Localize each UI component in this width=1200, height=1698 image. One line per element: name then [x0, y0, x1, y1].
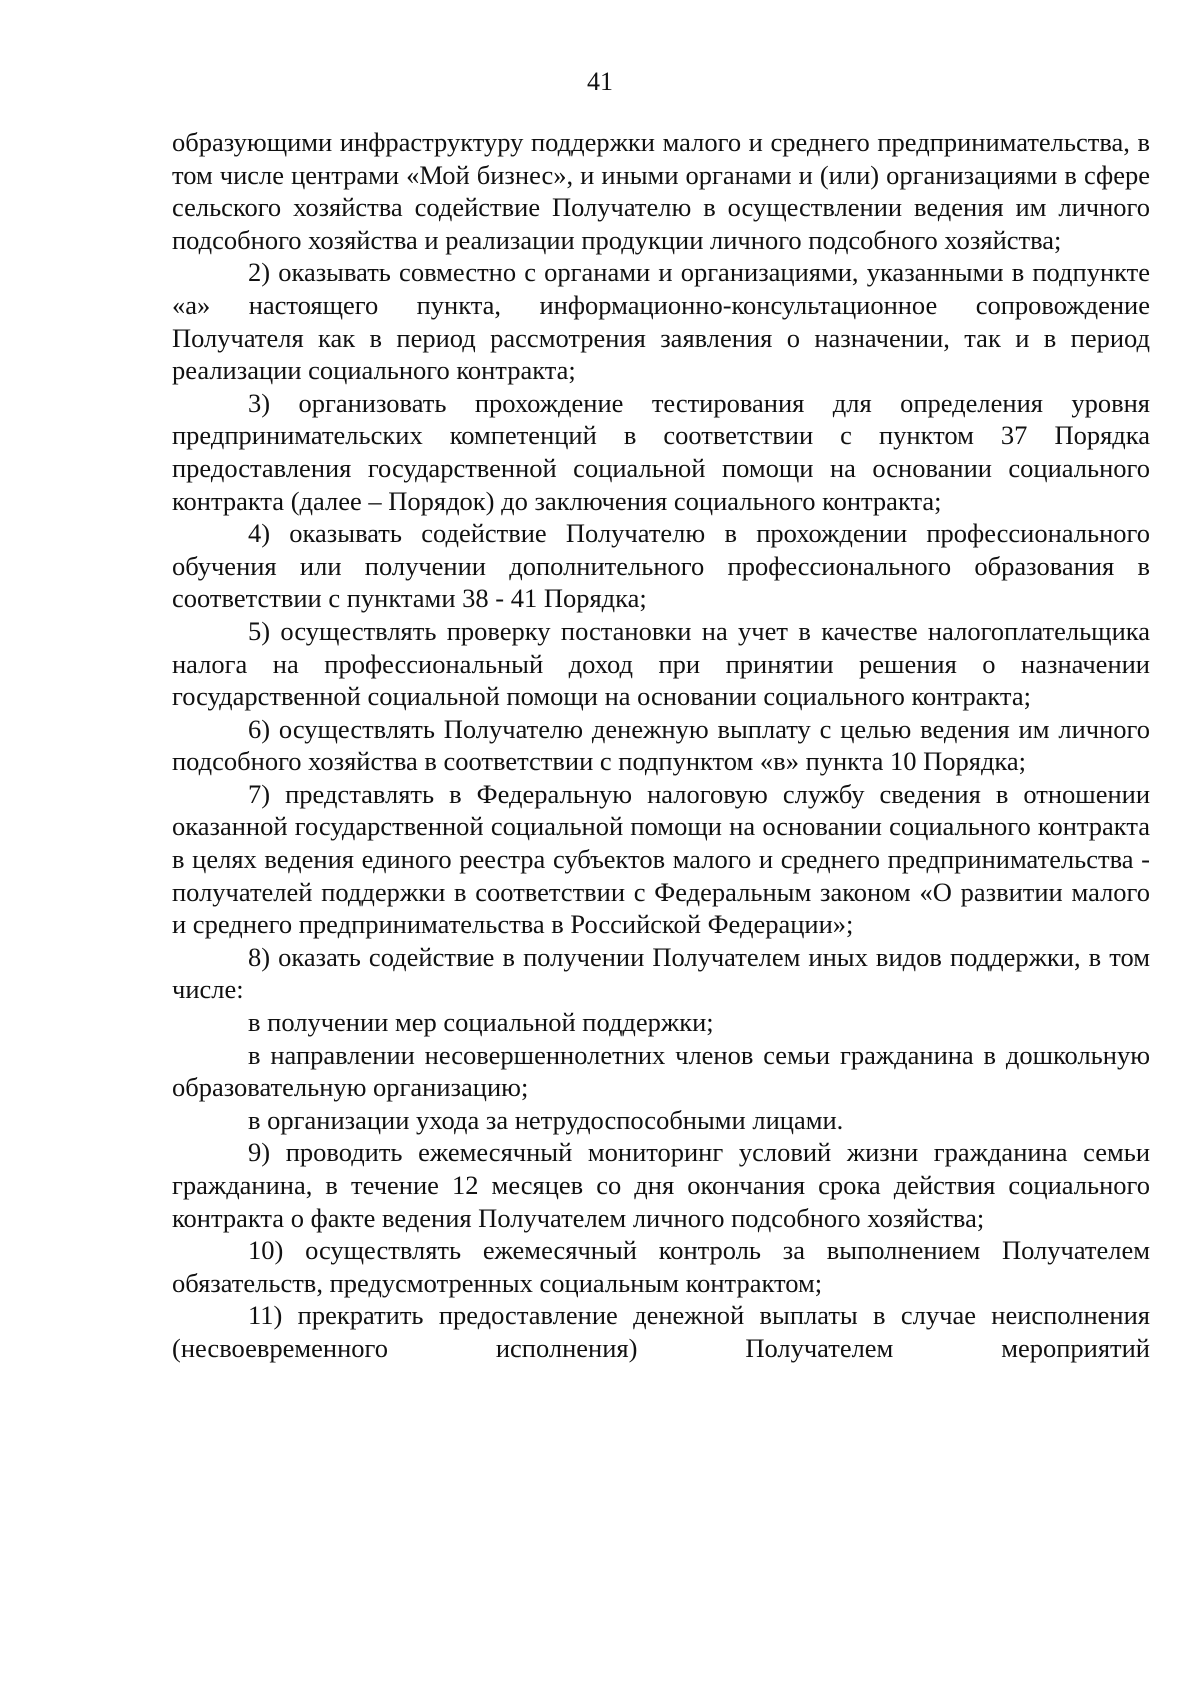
page-number: 41	[587, 67, 613, 96]
paragraph-item-3: 3) организовать прохождение тестирования для определения уровня предпринимательских компетенций в соответствии с пунктом 37 Порядка предоставления государственной социальной помощи на основании социального контракта (далее – Порядок) до заключения социального контракта;	[172, 387, 1150, 516]
paragraph-continuation: образующими инфраструктуру поддержки малого и среднего предпринимательства, в том числе центрами «Мой бизнес», и иными органами и (или) организациями в сфере сельского хозяйства содействие Получателю в осуществлении ведения им личного подсобного хозяйства и реализации продукции личного подсобного хозяйства;	[172, 127, 1150, 255]
paragraph-subitem-preschool: в направлении несовершеннолетних членов семьи гражданина в дошкольную образовательную организацию;	[172, 1039, 1150, 1103]
paragraph-item-7: 7) представлять в Федеральную налоговую службу сведения в отношении оказанной государственной социальной помощи на основании социального контракта в целях ведения единого реестра субъектов малого и среднего предпринимательства - получателей поддержки в соответствии с Федеральным законом «О развитии малого и среднего предпринимательства в Российской Федерации»;	[172, 778, 1150, 940]
paragraph-item-4: 4) оказывать содействие Получателю в прохождении профессионального обучения или получении дополнительного профессионального образования в соответствии с пунктами 38 - 41 Порядка;	[172, 518, 1150, 614]
paragraph-subitem-social-support: в получении мер социальной поддержки;	[248, 1007, 714, 1038]
paragraph-item-10: 10) осуществлять ежемесячный контроль за выполнением Получателем обязательств, предусмотренных социальным контрактом;	[172, 1235, 1150, 1298]
paragraph-item-9: 9) проводить ежемесячный мониторинг условий жизни гражданина семьи гражданина, в течение 12 месяцев со дня окончания срока действия социального контракта о факте ведения Получателем личного подсобного хозяйства;	[172, 1137, 1150, 1233]
paragraph-item-2: 2) оказывать совместно с органами и организациями, указанными в подпункте «а» настоящего пункта, информационно-консультационное сопровождение Получателя как в период рассмотрения заявления о назначении, так и в период реализации социального контракта;	[172, 257, 1150, 386]
paragraph-item-5: 5) осуществлять проверку постановки на учет в качестве налогоплательщика налога на профессиональный доход при принятии решения о назначении государственной социальной помощи на основании социального контракта;	[172, 615, 1150, 712]
paragraph-item-6: 6) осуществлять Получателю денежную выплату с целью ведения им личного подсобного хозяйства в соответствии с подпунктом «в» пункта 10 Порядка;	[172, 713, 1150, 777]
paragraph-item-11: 11) прекратить предоставление денежной выплаты в случае неисполнения (несвоевременного исполнения) Получателем мероприятий	[172, 1300, 1150, 1363]
document-body	[172, 126, 1150, 1365]
paragraph-item-8: 8) оказать содействие в получении Получателем иных видов поддержки, в том числе:	[172, 941, 1150, 1005]
paragraph-subitem-care: в организации ухода за нетрудоспособными лицами.	[248, 1104, 844, 1135]
